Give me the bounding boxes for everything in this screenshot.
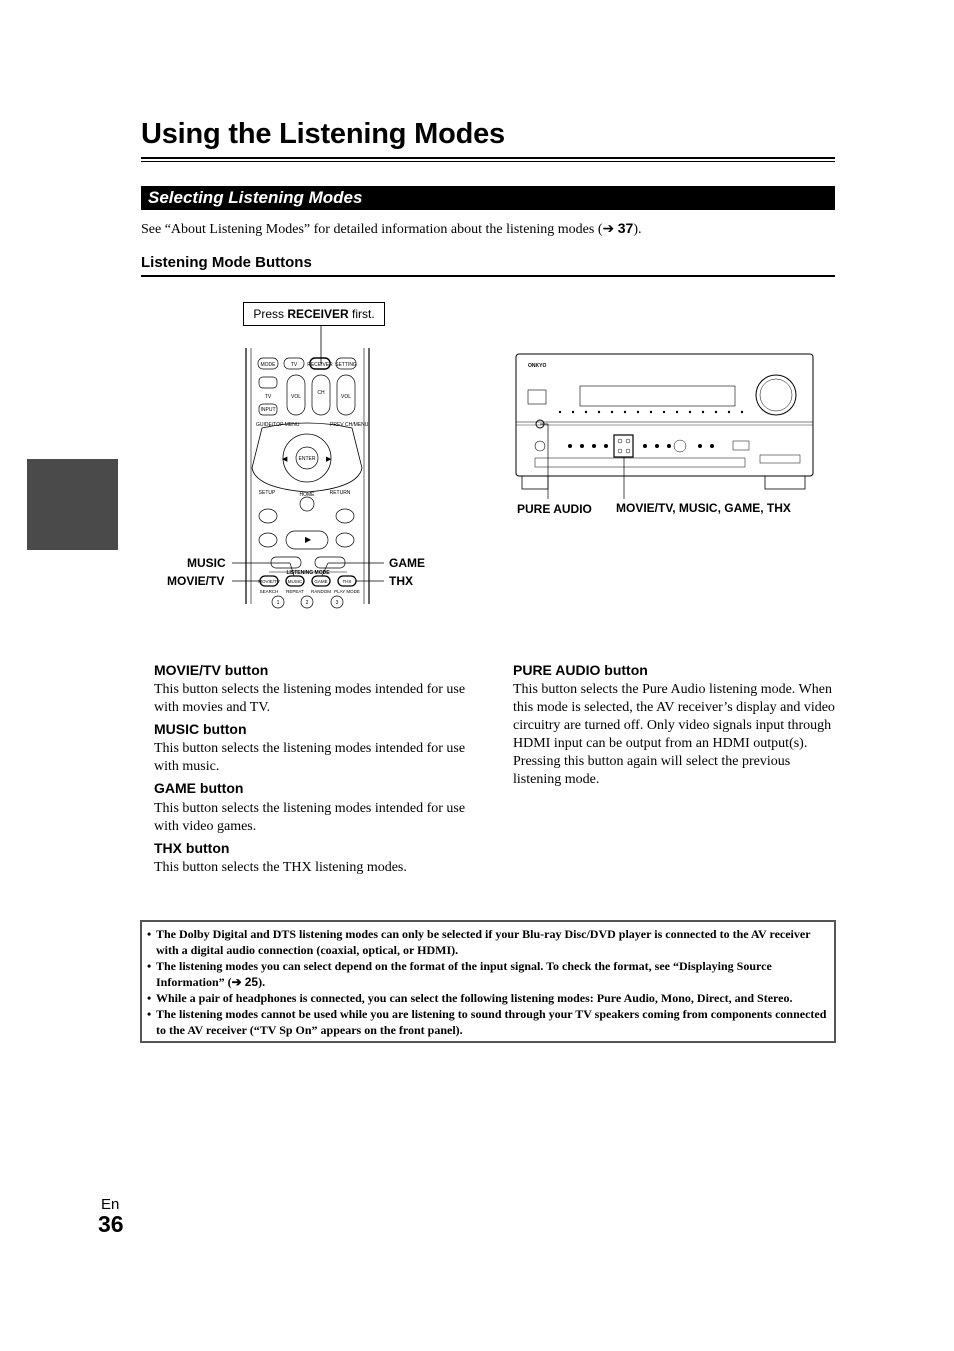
thx-button-title: THX button (154, 840, 230, 856)
language-label: En (101, 1196, 120, 1213)
note-item: • While a pair of headphones is connected, you can select the following listening modes: Pure Audio, Mono, Direct, and Stereo. (147, 990, 833, 1006)
thx-button-label: THX (342, 579, 352, 584)
music-button-label: MUSIC (287, 579, 303, 584)
arrow-icon: ➔ (602, 222, 615, 237)
left-arrow-icon: ◀ (282, 455, 288, 463)
movie-tv-button-desc: This button selects the listening modes intended for use with movies and TV. (154, 682, 466, 715)
movie-tv-button-label: MOVIE/TV (258, 579, 280, 584)
tv-label: TV (290, 362, 298, 368)
page-reference-link[interactable]: 25 (244, 975, 259, 989)
pure-audio-callout: PURE AUDIO (517, 502, 592, 516)
movie-tv-button-title: MOVIE/TV button (154, 662, 269, 678)
subheading: Listening Mode Buttons (141, 254, 312, 271)
prev-ch-label: PREV CH/MENU (330, 422, 369, 428)
num-1: 1 (276, 600, 280, 606)
receiver-mode-buttons-callout: MOVIE/TV, MUSIC, GAME, THX (616, 501, 791, 515)
tv-text: TV (264, 394, 272, 400)
pure-audio-button-desc: This button selects the Pure Audio listening mode. When this mode is selected, the AV receiver’s display and video circuitry are turned off. Only video signals input through HDMI input can be output from an HDMI output(s). Pressing this button again will select the previous listening mode. (513, 682, 835, 787)
game-button-title: GAME button (154, 780, 244, 796)
press-receiver-note: Press RECEIVER first. (243, 302, 385, 326)
vol-label-left: VOL (290, 394, 302, 400)
page-reference-link[interactable]: 37 (617, 220, 634, 236)
repeat-label: REPEAT (286, 589, 304, 594)
return-label: RETURN (329, 490, 351, 496)
note-item: • The listening modes cannot be used while you are listening to sound through your TV speakers coming from components connected to the AV receiver (“TV Sp On” appears on the front panel). (147, 1006, 833, 1038)
receiver-label: RECEIVER (307, 362, 333, 368)
num-2: 2 (305, 600, 309, 606)
home-label: HOME (299, 492, 315, 498)
game-callout: GAME (389, 556, 425, 570)
play-mode-label: PLAY MODE (334, 589, 360, 594)
thx-button-desc: This button selects the THX listening modes. (154, 860, 407, 875)
game-button-desc: This button selects the listening modes intended for use with video games. (154, 801, 466, 834)
music-callout: MUSIC (187, 556, 226, 570)
input-label: INPUT (260, 407, 276, 413)
music-button-desc: This button selects the listening modes intended for use with music. (154, 741, 466, 774)
note-item: • The Dolby Digital and DTS listening modes can only be selected if your Blu-ray Disc/DVD player is connected to the AV receiver with a digital audio connection (coaxial, optical, or HDMI). (147, 926, 833, 958)
game-button-label: GAME (314, 579, 328, 584)
thx-callout: THX (389, 574, 413, 588)
intro-end: ). (633, 222, 642, 237)
listening-mode-label: LISTENING MODE (286, 570, 330, 576)
enter-label: ENTER (298, 456, 316, 462)
section-title: Selecting Listening Modes (148, 188, 363, 207)
arrow-icon: ➔ (231, 975, 242, 989)
setting-label: SETTING (335, 362, 357, 368)
page-number: 36 (98, 1211, 124, 1237)
intro-text: See “About Listening Modes” for detailed information about the listening modes ( (141, 222, 603, 237)
pure-audio-button-title: PURE AUDIO button (513, 662, 648, 678)
mode-label: MODE (260, 362, 276, 368)
ch-label: CH (317, 390, 325, 396)
play-icon: ▶ (305, 535, 312, 544)
note-item: • The listening modes you can select depend on the format of the input signal. To check the format, see “Displaying Source Information” (➔ 25). (147, 958, 833, 990)
movie-tv-callout: MOVIE/TV (167, 574, 225, 588)
num-3: 3 (335, 600, 339, 606)
right-arrow-icon: ▶ (326, 455, 332, 463)
page-title: Using the Listening Modes (141, 118, 505, 150)
setup-label: SETUP (258, 490, 276, 496)
random-label: RANDOM (311, 589, 331, 594)
search-label: SEARCH (259, 589, 279, 594)
brand-logo: ONKYO (528, 363, 547, 369)
guide-label: GUIDE/TOP MENU (256, 422, 300, 428)
music-button-title: MUSIC button (154, 721, 247, 737)
vol-label-right: VOL (340, 394, 352, 400)
notes-list (147, 926, 833, 1038)
